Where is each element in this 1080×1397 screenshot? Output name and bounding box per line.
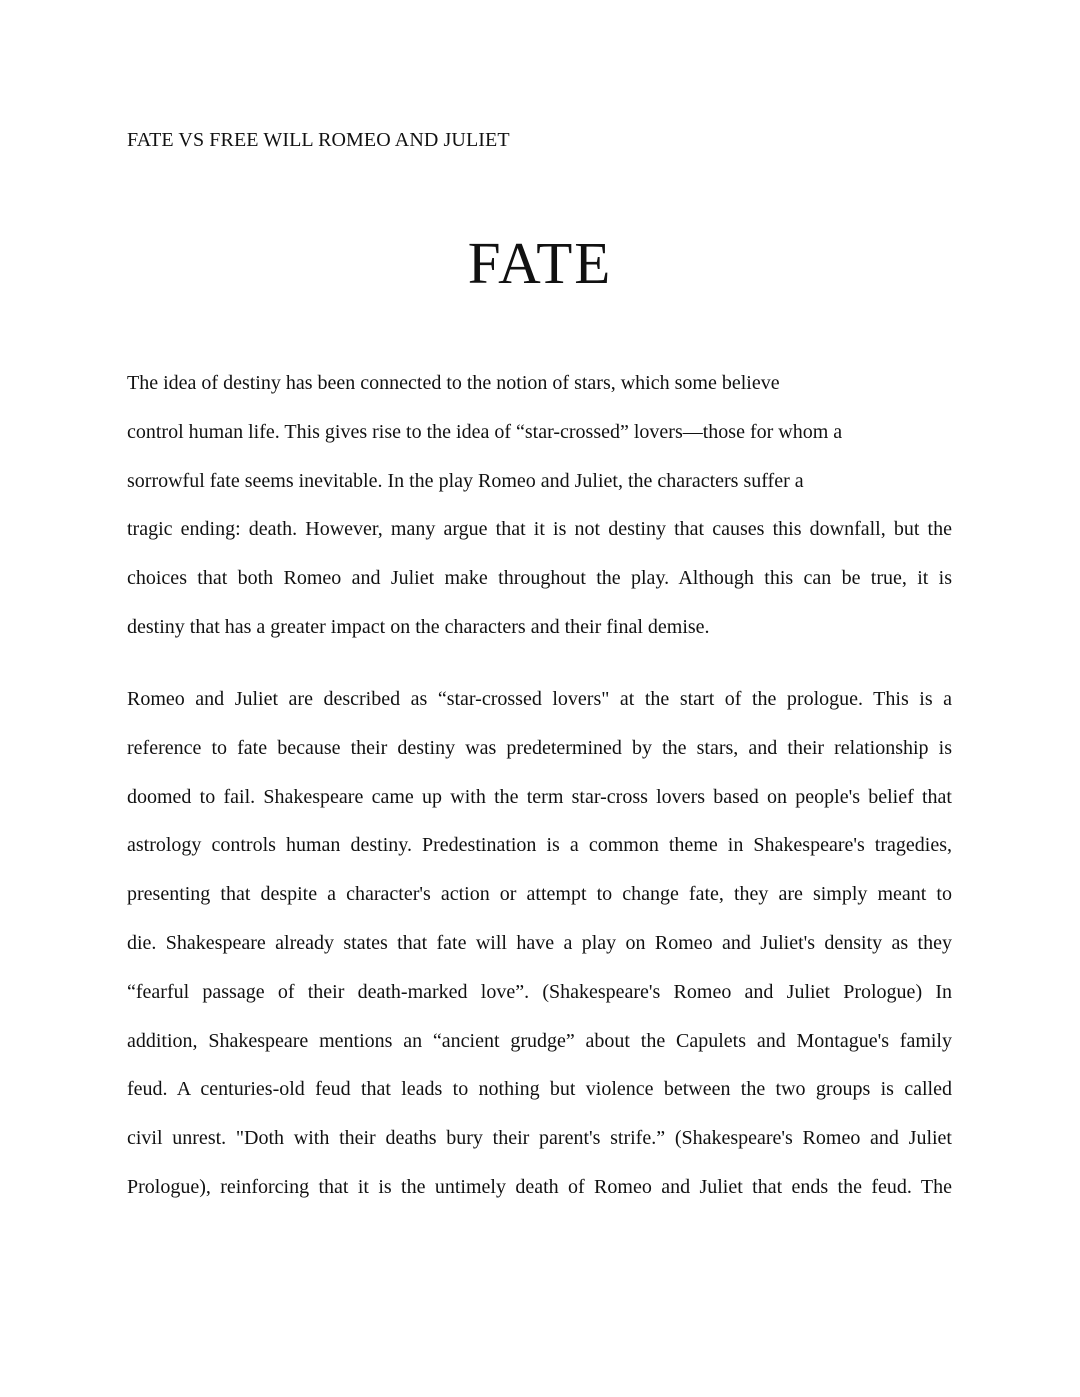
- paragraph-line: addition, Shakespeare mentions an “ancient grudge” about the Capulets and Montague's family: [127, 1029, 952, 1052]
- section-heading: FATE: [467, 230, 613, 296]
- running-head: FATE VS FREE WILL ROMEO AND JULIET: [127, 129, 510, 151]
- paragraph-line: presenting that despite a character's action or attempt to change fate, they are simply meant to: [127, 883, 952, 906]
- paragraph-line: astrology controls human destiny. Predestination is a common theme in Shakespeare's tragedies,: [127, 834, 952, 857]
- paragraph-line: control human life. This gives rise to the idea of “star-crossed” lovers—those for whom a: [127, 420, 843, 443]
- paragraph-line: reference to fate because their destiny was predetermined by the stars, and their relationship is: [127, 736, 952, 759]
- paragraph-line: sorrowful fate seems inevitable. In the play Romeo and Juliet, the characters suffer a: [127, 469, 804, 492]
- paragraph-line: tragic ending: death. However, many argue that it is not destiny that causes this downfall, but the: [127, 518, 952, 541]
- paragraph-line: die. Shakespeare already states that fate will have a play on Romeo and Juliet's density as they: [127, 931, 952, 954]
- paragraph-line: destiny that has a greater impact on the characters and their final demise.: [127, 615, 710, 638]
- paragraph-line: doomed to fail. Shakespeare came up with the term star-cross lovers based on people's belief that: [127, 785, 952, 808]
- paragraph-2: [127, 675, 952, 1212]
- paragraph-line: “fearful passage of their death-marked love”. (Shakespeare's Romeo and Juliet Prologue) In: [127, 980, 952, 1003]
- paragraph-line: civil unrest. "Doth with their deaths bury their parent's strife.” (Shakespeare's Romeo and Juliet: [127, 1127, 952, 1150]
- paragraph-line: Romeo and Juliet are described as “star-crossed lovers" at the start of the prologue. This is a: [127, 688, 952, 710]
- paragraph-1: [127, 359, 952, 652]
- paragraph-line: feud. A centuries-old feud that leads to nothing but violence between the two groups is called: [127, 1078, 952, 1101]
- paragraph-line: choices that both Romeo and Juliet make throughout the play. Although this can be true, it is: [127, 567, 952, 590]
- paragraph-line: Prologue), reinforcing that it is the untimely death of Romeo and Juliet that ends the feud. The: [127, 1175, 952, 1198]
- paragraph-line: The idea of destiny has been connected to the notion of stars, which some believe: [127, 372, 780, 394]
